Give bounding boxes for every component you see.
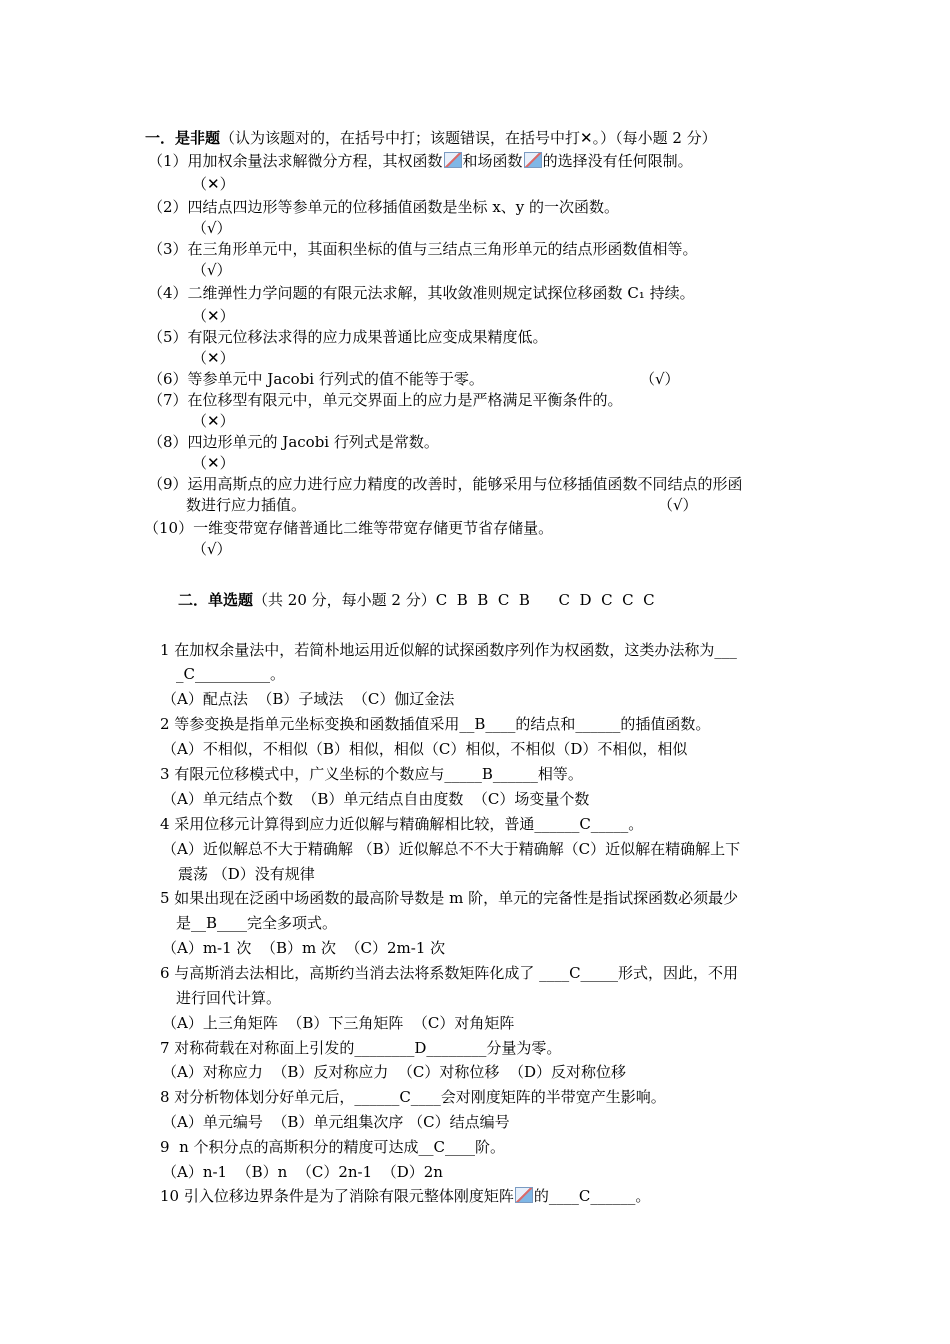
s1-q9-line1: （9）运用高斯点的应力进行应力精度的改善时，能够采用与位移插值函数不同结点的形函 <box>148 475 743 493</box>
s2-q9-options: （A）n-1 （B）n （C）2n-1 （D）2n <box>162 1163 443 1181</box>
section2-header <box>178 590 655 610</box>
section2-title: 二．单选题 <box>178 591 254 609</box>
s2-q8-options: （A）单元编号 （B）单元组集次序 （C）结点编号 <box>162 1113 510 1131</box>
s1-q7-answer: （✕） <box>192 412 235 430</box>
s2-q2-options: （A）不相似，不相似（B）相似，相似（C）相似，不相似（D）不相似，相似 <box>162 740 688 758</box>
s1-q3-answer: （√） <box>192 261 232 279</box>
s1-q10-answer: （√） <box>192 540 232 558</box>
section1-instruction: （认为该题对的，在括号中打；该题错误，在括号中打✕。）（每小题 2 分） <box>220 129 717 147</box>
s2-q6-line1: 6 与高斯消去法相比，高斯约当消去法将系数矩阵化成了 ____C_____形式，因此，不用 <box>160 964 739 982</box>
s1-q1-text-b: 和场函数 <box>462 152 523 170</box>
s2-q1-line1: 1 在加权余量法中，若简朴地运用近似解的试探函数序列作为权函数，这类办法称为___ <box>160 641 737 659</box>
s2-q3-options: （A）单元结点个数 （B）单元结点自由度数 （C）场变量个数 <box>162 790 590 808</box>
section2-instruction: （共 20 分，每小题 2 分）C B B C B C D C C C <box>253 591 655 609</box>
s2-q7: 7 对称荷载在对称面上引发的________D________分量为零。 <box>160 1039 562 1057</box>
s2-q7-options: （A）对称应力 （B）反对称应力 （C）对称位移 （D）反对称位移 <box>162 1063 626 1081</box>
s2-q5-line2: 是__B____完全多项式。 <box>176 914 338 932</box>
s1-q5-answer: （✕） <box>192 349 235 367</box>
s1-q3: （3）在三角形单元中，其面积坐标的值与三结点三角形单元的结点形函数值相等。 <box>148 240 698 258</box>
s1-q4-answer: （✕） <box>192 307 235 325</box>
s1-q6-answer: （√） <box>640 370 680 388</box>
s1-q1-answer: （✕） <box>192 175 235 193</box>
s2-q10-text-a: 10 引入位移边界条件是为了消除有限元整体刚度矩阵 <box>160 1187 514 1205</box>
section1-header <box>145 128 717 148</box>
s1-q5: （5）有限元位移法求得的应力成果普通比应变成果精度低。 <box>148 328 548 346</box>
s1-q6: （6）等参单元中 Jacobi 行列式的值不能等于零。 <box>148 370 484 388</box>
s1-q9-answer: （√） <box>658 496 698 514</box>
broken-image-icon <box>524 152 542 168</box>
s2-q1-options: （A）配点法 （B）子域法 （C）伽辽金法 <box>162 690 455 708</box>
s1-q1-text-c: 的选择没有任何限制。 <box>542 152 693 170</box>
s1-q1 <box>148 151 693 171</box>
s1-q9-line2: 数进行应力插值。 <box>186 496 307 514</box>
s2-q5-options: （A）m-1 次 （B）m 次 （C）2m-1 次 <box>162 939 446 957</box>
s1-q1-text-a: （1）用加权余量法求解微分方程，其权函数 <box>148 152 443 170</box>
s1-q2: （2）四结点四边形等参单元的位移插值函数是坐标 x、y 的一次函数。 <box>148 198 620 216</box>
s2-q4: 4 采用位移元计算得到应力近似解与精确解相比较，普通______C_____。 <box>160 815 644 833</box>
s2-q6-options: （A）上三角矩阵 （B）下三角矩阵 （C）对角矩阵 <box>162 1014 515 1032</box>
s2-q4-options-line2: 震荡 （D）没有规律 <box>178 865 315 883</box>
s2-q6-line2: 进行回代计算。 <box>176 989 282 1007</box>
s1-q8: （8）四边形单元的 Jacobi 行列式是常数。 <box>148 433 439 451</box>
s2-q1-line2: _C__________。 <box>176 665 285 683</box>
s2-q5-line1: 5 如果出现在泛函中场函数的最高阶导数是 m 阶，单元的完备性是指试探函数必须最少 <box>160 889 739 907</box>
s2-q10-text-b: 的____C______。 <box>533 1187 651 1205</box>
s2-q3: 3 有限元位移模式中，广义坐标的个数应与_____B______相等。 <box>160 765 583 783</box>
s2-q10 <box>160 1186 650 1206</box>
broken-image-icon <box>515 1187 533 1203</box>
s1-q7: （7）在位移型有限元中，单元交界面上的应力是严格满足平衡条件的。 <box>148 391 623 409</box>
s2-q8: 8 对分析物体划分好单元后，______C____会对刚度矩阵的半带宽产生影响。 <box>160 1088 666 1106</box>
s2-q9: 9 n 个积分点的高斯积分的精度可达成__C____阶。 <box>160 1138 505 1156</box>
broken-image-icon <box>444 152 462 168</box>
s2-q4-options-line1: （A）近似解总不大于精确解 （B）近似解总不不大于精确解（C）近似解在精确解上下 <box>162 840 741 858</box>
s1-q8-answer: （✕） <box>192 454 235 472</box>
s1-q2-answer: （√） <box>192 219 232 237</box>
s1-q10: （10）一维变带宽存储普通比二维等带宽存储更节省存储量。 <box>144 519 554 537</box>
s2-q2: 2 等参变换是指单元坐标变换和函数插值采用__B____的结点和______的插值函数。 <box>160 715 711 733</box>
section1-title: 一．是非题 <box>145 129 221 147</box>
s1-q4: （4）二维弹性力学问题的有限元法求解，其收敛准则规定试探位移函数 C₁ 持续。 <box>148 284 695 302</box>
